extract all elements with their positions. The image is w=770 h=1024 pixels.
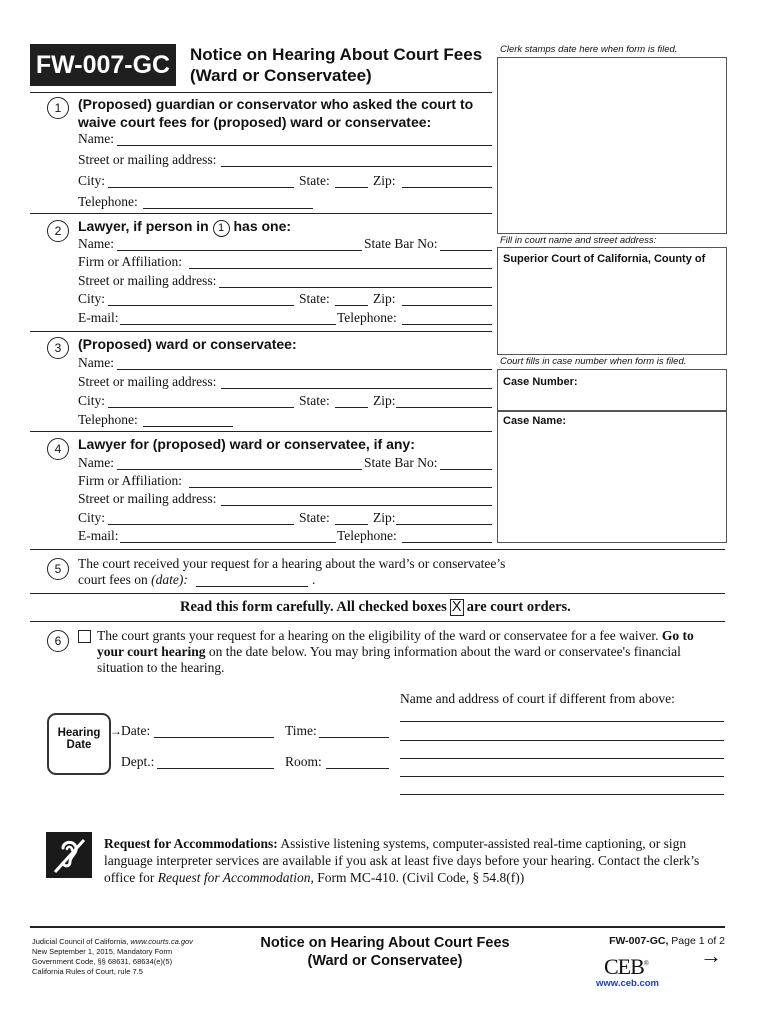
hearing-assistance-icon [46, 832, 92, 878]
hearing-room-label: Room: [285, 754, 322, 769]
s3-telephone-label: Telephone: [78, 412, 138, 427]
ceb-logo-text: CEB [604, 954, 644, 979]
section-3-heading: (Proposed) ward or conservatee: [78, 336, 297, 352]
form-title-line1: Notice on Hearing About Court Fees [190, 45, 483, 64]
s5-line2-text: court fees on [78, 572, 148, 587]
s2-zip-field[interactable] [402, 305, 492, 306]
s4-state-field[interactable] [335, 524, 368, 525]
s2-telephone-label: Telephone: [337, 310, 397, 325]
s6-line3: situation to the hearing. [97, 660, 225, 675]
section-divider [30, 331, 492, 332]
s1-street-field[interactable] [221, 166, 492, 167]
s3-street-label: Street or mailing address: [78, 374, 217, 389]
s4-telephone-field[interactable] [402, 542, 492, 543]
accommodations-line3 [104, 870, 524, 886]
arrow-icon: → [110, 724, 122, 738]
footer-council: Judicial Council of California, [32, 937, 129, 946]
s3-name-field[interactable] [117, 369, 492, 370]
footer-divider [30, 926, 725, 928]
court-name-value: Superior Court of California, County of [503, 253, 706, 265]
s2-bar-label: State Bar No: [364, 236, 438, 251]
section-divider [30, 593, 725, 594]
s3-city-field[interactable] [108, 407, 294, 408]
ceb-link[interactable]: www.ceb.com [596, 978, 659, 989]
section-1-heading-line2: waive court fees for (proposed) ward or conservatee: [78, 114, 432, 130]
footer-courts-link[interactable]: www.courts.ca.gov [130, 937, 193, 946]
s3-zip-label: Zip: [373, 393, 396, 408]
s2-firm-label: Firm or Affiliation: [78, 254, 182, 269]
s1-name-field[interactable] [117, 145, 492, 146]
hearing-time-field[interactable] [319, 737, 389, 738]
s2-email-field[interactable] [120, 324, 336, 325]
hearing-date-label: Date: [121, 723, 151, 738]
s4-bar-field[interactable] [440, 469, 492, 470]
notice-text-end: are court orders. [466, 599, 571, 615]
hearing-dept-label: Dept.: [121, 754, 155, 769]
next-page-arrow-icon[interactable]: → [700, 943, 722, 968]
section-2-heading-text: Lawyer, if person in [78, 218, 209, 234]
section-divider [30, 431, 492, 432]
s5-line1: The court received your request for a hearing about the ward’s or conservatee’s [78, 556, 506, 571]
s5-date-label: (date): [151, 572, 188, 587]
registered-icon: ® [643, 959, 649, 968]
s1-telephone-label: Telephone: [78, 194, 138, 209]
s4-email-field[interactable] [120, 542, 336, 543]
footer-left-line3: Government Code, §§ 68631, 68634(e)(5) [32, 957, 173, 966]
s2-name-label: Name: [78, 236, 114, 251]
s1-name-label: Name: [78, 131, 114, 146]
section-divider [30, 621, 725, 622]
hearing-room-field[interactable] [326, 768, 389, 769]
accommodations-line1 [104, 836, 686, 852]
s1-telephone-field[interactable] [143, 208, 313, 209]
alt-court-line[interactable] [400, 721, 724, 722]
s1-zip-label: Zip: [373, 173, 396, 188]
hearing-badge-line1: Hearing [57, 727, 101, 739]
hearing-date-field[interactable] [154, 737, 274, 738]
footer-title-line1: Notice on Hearing About Court Fees [260, 935, 510, 951]
s6-line2-bold: your court hearing [97, 644, 206, 659]
s1-zip-field[interactable] [402, 187, 492, 188]
s2-bar-field[interactable] [440, 250, 492, 251]
section-ref-circle: 1 [213, 220, 230, 237]
footer-left [32, 937, 193, 977]
s4-street-field[interactable] [221, 505, 492, 506]
s6-line2 [97, 644, 681, 660]
s6-line1-bold: Go to [661, 628, 694, 643]
footer-page-number: Page 1 of 2 [671, 935, 725, 947]
section-1-heading-line1: (Proposed) guardian or conservator who asked the court to [78, 96, 474, 112]
section-4-number: 4 [47, 438, 69, 460]
s3-name-label: Name: [78, 355, 114, 370]
s3-zip-field[interactable] [396, 407, 492, 408]
s1-city-field[interactable] [108, 187, 294, 188]
form-id-badge: FW-007-GC [30, 44, 176, 86]
section-divider [30, 549, 725, 550]
notice-text: Read this form carefully. All checked boxes [180, 599, 447, 615]
s2-email-label: E-mail: [78, 310, 119, 325]
alt-court-line[interactable] [400, 740, 724, 741]
section-2-heading-end: has one: [233, 218, 292, 234]
s6-line1-text: The court grants your request for a hearing on the eligibility of the ward or conservatee for a fee waiver. [97, 628, 659, 643]
s4-state-label: State: [299, 510, 330, 525]
section-5-number: 5 [47, 558, 69, 580]
court-name-box[interactable] [497, 247, 727, 355]
s4-street-label: Street or mailing address: [78, 491, 217, 506]
clerk-stamp-label: Clerk stamps date here when form is filed. [500, 44, 678, 55]
hearing-badge-line2: Date [66, 739, 92, 751]
s1-state-label: State: [299, 173, 330, 188]
s4-telephone-label: Telephone: [337, 528, 397, 543]
accommodations-line3-post: Form MC-410. (Civil Code, § 54.8(f)) [317, 870, 525, 885]
footer-title-line2: (Ward or Conservatee) [307, 953, 463, 969]
section-1-number: 1 [47, 97, 69, 119]
form-title [190, 44, 482, 86]
s3-state-field[interactable] [335, 407, 368, 408]
s2-zip-label: Zip: [373, 291, 396, 306]
s5-line2 [78, 572, 188, 588]
s1-state-field[interactable] [335, 187, 368, 188]
alt-court-line[interactable] [400, 776, 724, 777]
s4-name-label: Name: [78, 455, 114, 470]
case-name-label: Case Name: [503, 415, 566, 427]
section-3-number: 3 [47, 337, 69, 359]
s2-state-field[interactable] [335, 305, 368, 306]
x-box-icon: X [450, 599, 464, 616]
s2-telephone-field[interactable] [402, 324, 492, 325]
s6-checkbox[interactable] [78, 630, 91, 643]
s3-street-field[interactable] [221, 388, 492, 389]
s3-telephone-field[interactable] [143, 426, 233, 427]
s2-city-label: City: [78, 291, 106, 306]
court-orders-notice [180, 598, 571, 616]
s1-street-label: Street or mailing address: [78, 152, 217, 167]
s4-email-label: E-mail: [78, 528, 119, 543]
s4-zip-label: Zip: [373, 510, 396, 525]
s2-firm-field[interactable] [189, 268, 492, 269]
s4-zip-field[interactable] [396, 524, 492, 525]
section-divider [30, 92, 492, 93]
s4-bar-label: State Bar No: [364, 455, 438, 470]
s4-firm-label: Firm or Affiliation: [78, 473, 182, 488]
footer-left-line2: New September 1, 2015, Mandatory Form [32, 947, 173, 956]
section-1-heading [78, 95, 473, 131]
s3-city-label: City: [78, 393, 106, 408]
ceb-logo [604, 954, 648, 980]
section-6-number: 6 [47, 630, 69, 652]
s4-name-field[interactable] [117, 469, 362, 470]
hearing-dept-field[interactable] [157, 768, 274, 769]
case-number-note: Court fills in case number when form is filed. [500, 356, 687, 367]
court-name-label: Fill in court name and street address: [500, 235, 657, 246]
section-divider [30, 213, 492, 214]
s4-city-field[interactable] [108, 524, 294, 525]
alt-court-line[interactable] [400, 758, 724, 759]
case-name-box[interactable] [497, 410, 727, 543]
alt-court-line[interactable] [400, 794, 724, 795]
s4-firm-field[interactable] [189, 487, 492, 488]
accommodations-line2: language interpreter services are available if you ask at least five days before your hearing. Contact the clerk’s [104, 853, 700, 868]
accommodations-line3-pre: office for [104, 870, 155, 885]
s6-line1 [97, 628, 694, 644]
accommodations-text: Assistive listening systems, computer-assisted real-time captioning, or sign [280, 836, 687, 851]
footer-title [230, 934, 540, 970]
footer-left-line4: California Rules of Court, rule 7.5 [32, 967, 143, 976]
s5-date-field[interactable] [196, 586, 308, 587]
accommodations-form-name: Request for Accommodation, [157, 870, 314, 885]
s4-city-label: City: [78, 510, 106, 525]
form-title-line2: (Ward or Conservatee) [190, 66, 372, 85]
s2-state-label: State: [299, 291, 330, 306]
clerk-stamp-box [497, 57, 727, 234]
hearing-time-label: Time: [285, 723, 317, 738]
s2-city-field[interactable] [108, 305, 294, 306]
s2-street-label: Street or mailing address: [78, 273, 217, 288]
footer-left-line1 [32, 937, 193, 947]
s1-city-label: City: [78, 173, 106, 188]
accommodations-title: Request for Accommodations: [104, 836, 278, 851]
case-number-label: Case Number: [503, 376, 578, 388]
case-number-box[interactable] [497, 369, 727, 412]
s2-street-field[interactable] [219, 287, 492, 288]
s6-line2-text: on the date below. You may bring information about the ward or conservatee's financial [208, 644, 681, 659]
s2-name-field[interactable] [117, 250, 362, 251]
hearing-date-badge [47, 713, 111, 775]
footer-form-id: FW-007-GC, [609, 935, 669, 947]
section-2-number: 2 [47, 220, 69, 242]
section-4-heading: Lawyer for (proposed) ward or conservatee, if any: [78, 436, 415, 452]
alt-court-label: Name and address of court if different from above: [400, 691, 675, 706]
s3-state-label: State: [299, 393, 330, 408]
s5-period: . [312, 572, 316, 587]
section-2-heading [78, 217, 291, 237]
